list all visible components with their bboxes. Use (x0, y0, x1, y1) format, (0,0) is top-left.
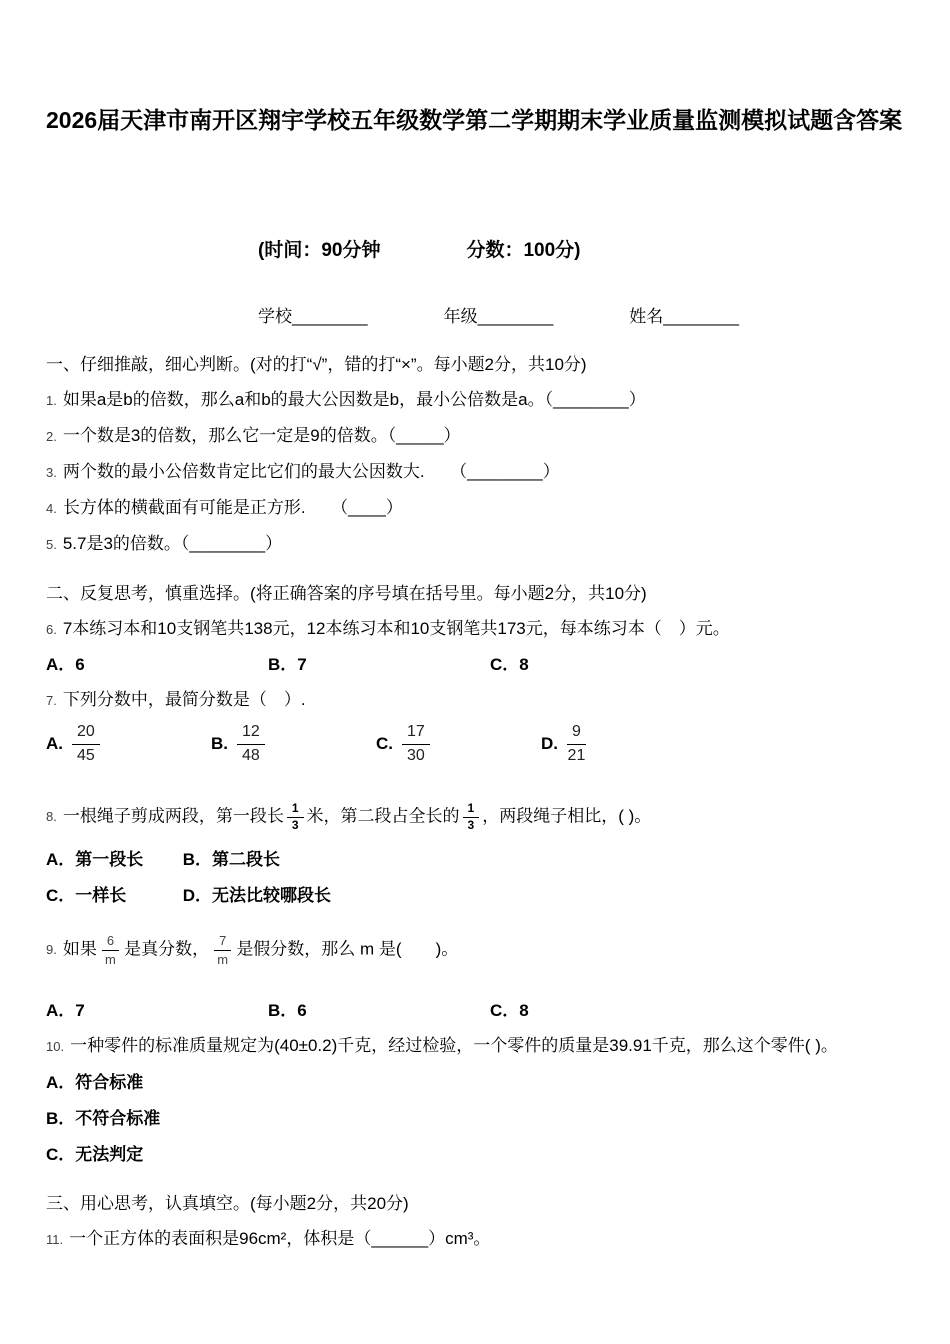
fraction (567, 722, 586, 766)
question-text: 是假分数，那么 m 是( )。 (236, 939, 459, 959)
option-c: C．无法判定 (46, 1145, 144, 1164)
question-10 (46, 1034, 910, 1058)
fraction (214, 933, 231, 967)
section2-heading: 二、反复思考，慎重选择。(将正确答案的序号填在括号里。每小题2分，共10分) (46, 584, 647, 603)
option-label: A. (46, 734, 63, 753)
option-c: C．一样长 (46, 886, 127, 905)
question-number: 5. (46, 537, 57, 552)
question-number: 2. (46, 429, 57, 444)
exam-meta (258, 235, 910, 262)
option-b: B．不符合标准 (46, 1109, 161, 1128)
question-number: 8. (46, 809, 57, 825)
option-c (376, 722, 541, 766)
fraction (72, 722, 100, 766)
option-label: D. (541, 734, 558, 753)
section3-heading: 三、用心思考，认真填空。(每小题2分，共20分) (46, 1194, 409, 1213)
fraction-denominator: m (217, 952, 229, 967)
fraction (237, 722, 265, 766)
question-4 (46, 496, 910, 520)
question-8-options-row2 (46, 884, 910, 907)
fraction-numerator: 9 (567, 722, 586, 745)
question-10-option-a (46, 1071, 910, 1094)
section1-heading: 一、仔细推敲，细心判断。(对的打“√”，错的打“×”。每小题2分，共10分) (46, 355, 587, 374)
question-number: 7. (46, 693, 57, 708)
time-limit: (时间：90分钟 (258, 240, 381, 261)
option-b: B．6 (268, 1001, 307, 1020)
fraction (102, 933, 119, 967)
question-9-options (46, 999, 910, 1022)
fraction-denominator: 21 (567, 747, 586, 764)
option-a: A．7 (46, 1001, 85, 1020)
question-9 (46, 933, 910, 967)
page-title: 2026届天津市南开区翔宇学校五年级数学第二学期期末学业质量监测模拟试题含答案 (46, 107, 903, 133)
question-2 (46, 424, 910, 448)
question-text: 如果 (62, 939, 97, 959)
option-a (46, 722, 211, 766)
question-text: 7本练习本和10支钢笔共138元，12本练习本和10支钢笔共173元，每本练习本（ ）元。 (62, 619, 730, 638)
question-text: 一个正方体的表面积是96cm²，体积是（______）cm³。 (69, 1229, 491, 1248)
fraction-numerator: 1 (287, 802, 304, 818)
option-label: C. (376, 734, 393, 753)
question-text: 下列分数中，最简分数是（ ）. (62, 690, 306, 709)
fraction-numerator: 12 (237, 722, 265, 745)
fraction (463, 802, 480, 832)
question-number: 11. (46, 1232, 64, 1247)
fraction-numerator: 20 (72, 722, 100, 745)
fraction-denominator: m (105, 952, 116, 967)
student-info-line (258, 302, 910, 327)
fraction-denominator: 30 (407, 747, 425, 764)
option-label: B. (211, 734, 228, 753)
fraction (287, 802, 304, 832)
question-5 (46, 532, 910, 556)
question-text: 米，第二段占全长的 (306, 806, 460, 826)
fraction-numerator: 6 (102, 933, 119, 951)
option-c: C．8 (490, 1001, 529, 1020)
question-text: 一根绳子剪成两段，第一段长 (62, 806, 284, 826)
question-10-option-c (46, 1143, 910, 1166)
question-8 (46, 802, 910, 832)
question-text: 长方体的横截面有可能是正方形. （____） (62, 498, 403, 517)
name-field: 姓名________ (629, 307, 739, 326)
question-3 (46, 460, 910, 484)
option-b (211, 722, 376, 766)
question-11 (46, 1227, 910, 1251)
question-6-options (46, 653, 910, 676)
fraction-denominator: 3 (467, 818, 475, 832)
option-d: D．无法比较哪段长 (182, 886, 332, 905)
option-b: B．第二段长 (182, 850, 281, 869)
total-score: 分数：100分) (466, 240, 581, 261)
question-number: 10. (46, 1039, 65, 1054)
fraction (402, 722, 430, 766)
option-a: A．第一段长 (46, 850, 144, 869)
question-number: 1. (46, 393, 57, 408)
option-a: A．符合标准 (46, 1073, 144, 1092)
grade-field: 年级________ (443, 307, 554, 326)
question-8-options-row1 (46, 848, 910, 871)
fraction-numerator: 1 (463, 802, 480, 818)
question-10-option-b (46, 1107, 910, 1130)
fraction-denominator: 3 (291, 818, 299, 832)
question-number: 9. (46, 942, 57, 958)
question-6 (46, 617, 910, 641)
question-7 (46, 688, 910, 712)
question-text: 一个数是3的倍数，那么它一定是9的倍数。（_____） (62, 426, 461, 445)
question-text: ，两段绳子相比，( )。 (482, 806, 652, 826)
question-7-options (46, 722, 910, 766)
question-number: 6. (46, 622, 57, 637)
fraction-denominator: 45 (77, 747, 95, 764)
question-text: 一种零件的标准质量规定为(40±0.2)千克，经过检验，一个零件的质量是39.91千克，那么这个零件( )。 (70, 1036, 838, 1055)
question-number: 3. (46, 465, 57, 480)
option-c: C．8 (490, 655, 529, 674)
question-text: 5.7是3的倍数。（________） (62, 534, 283, 553)
fraction-numerator: 17 (402, 722, 430, 745)
question-1 (46, 388, 910, 412)
question-text: 是真分数， (124, 939, 210, 959)
question-text: 如果a是b的倍数，那么a和b的最大公因数是b，最小公倍数是a。（________） (62, 390, 646, 409)
fraction-denominator: 48 (242, 747, 260, 764)
option-a: A．6 (46, 655, 85, 674)
question-text: 两个数的最小公倍数肯定比它们的最大公因数大. （________） (62, 462, 560, 481)
fraction-numerator: 7 (214, 933, 231, 951)
school-field: 学校________ (258, 307, 368, 326)
option-b: B．7 (268, 655, 307, 674)
question-number: 4. (46, 501, 57, 516)
option-d (541, 722, 706, 766)
